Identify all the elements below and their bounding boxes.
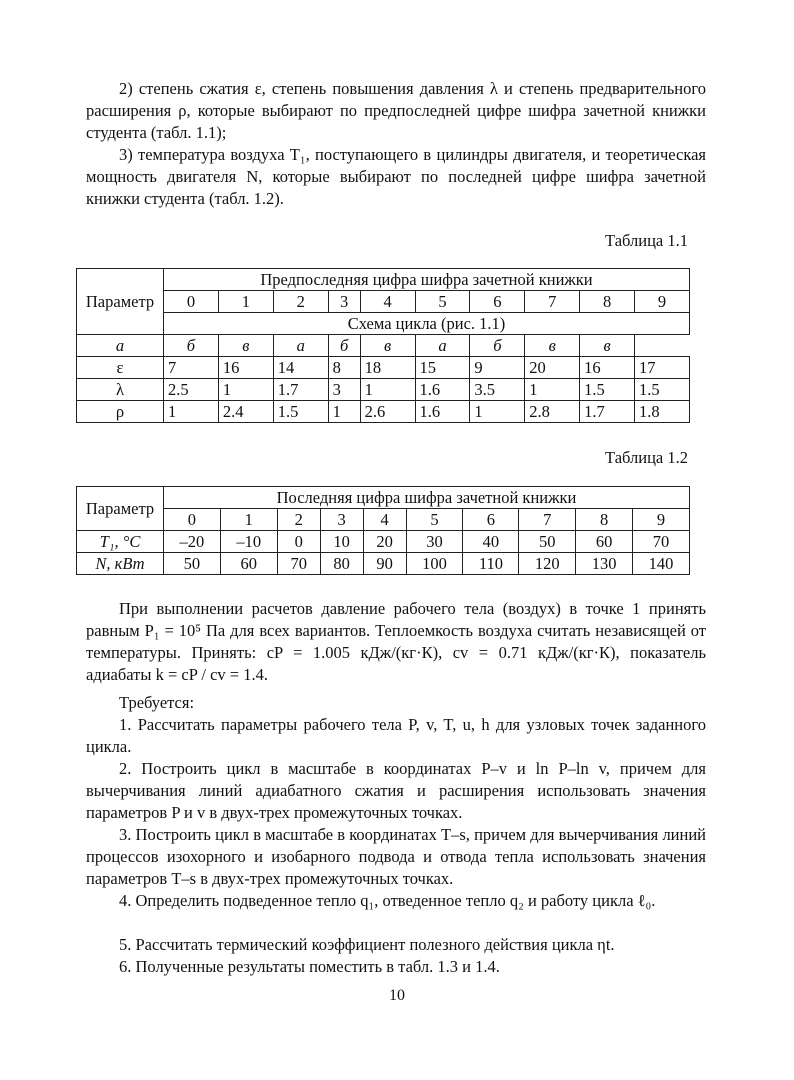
table1-value-cell: 1 <box>218 379 273 401</box>
table2-value-cell: 100 <box>406 553 463 575</box>
table1-value-cell: 1.8 <box>635 401 690 423</box>
table1-digit-cell: 1 <box>218 291 273 313</box>
table1-value-cell: 1 <box>525 379 580 401</box>
table2-digit-cell: 5 <box>406 509 463 531</box>
table-1-2 <box>76 486 690 575</box>
table1-schemes-row <box>77 335 690 357</box>
table2-value-cell: 60 <box>220 553 277 575</box>
table2-digit-cell: 3 <box>320 509 363 531</box>
table1-value-cell: 8 <box>328 357 360 379</box>
table2-value-cell: 60 <box>576 531 633 553</box>
table2-value-cell: 40 <box>463 531 519 553</box>
requirement-5: 5. Рассчитать термический коэффициент полезного действия цикла ηt. <box>119 935 615 954</box>
table2-value-cell: 80 <box>320 553 363 575</box>
table2-digit-cell: 7 <box>519 509 576 531</box>
table1-value-cell: 15 <box>415 357 470 379</box>
table1-param-header: Параметр <box>77 269 164 335</box>
table1-value-cell: 1 <box>470 401 525 423</box>
table1-value-cell: 1.6 <box>415 401 470 423</box>
table2-value-cell: –20 <box>164 531 221 553</box>
table2-row-label: T₁, °C <box>77 531 164 553</box>
table2-value-cell: 90 <box>363 553 406 575</box>
table1-value-cell: 1 <box>164 401 219 423</box>
table1-digit-cell: 8 <box>580 291 635 313</box>
table1-value-cell: 16 <box>218 357 273 379</box>
table1-digit-cell: 3 <box>328 291 360 313</box>
table1-row-label: λ <box>77 379 164 401</box>
table2-value-cell: 70 <box>633 531 690 553</box>
table1-value-cell: 7 <box>164 357 219 379</box>
table1-digit-cell: 5 <box>415 291 470 313</box>
table1-value-cell: 1 <box>360 379 415 401</box>
table2-value-cell: 140 <box>633 553 690 575</box>
table1-value-cell: 2.4 <box>218 401 273 423</box>
table2-value-cell: 10 <box>320 531 363 553</box>
table2-value-cell: 70 <box>277 553 320 575</box>
table1-value-cell: 14 <box>273 357 328 379</box>
table1-digits-row <box>77 291 690 313</box>
table2-param-header: Параметр <box>77 487 164 531</box>
table1-value-cell: 20 <box>525 357 580 379</box>
table1-caption: Таблица 1.1 <box>605 231 688 250</box>
table1-scheme-cell: б <box>164 335 219 357</box>
requirement-6: 6. Полученные результаты поместить в табл. 1.3 и 1.4. <box>119 957 500 976</box>
table2-digits-row <box>77 509 690 531</box>
table1-scheme-cell: б <box>470 335 525 357</box>
table1-scheme-cell: б <box>328 335 360 357</box>
table2-value-cell: 50 <box>164 553 221 575</box>
table2-digit-cell: 4 <box>363 509 406 531</box>
page-number: 10 <box>389 987 405 1004</box>
table1-value-cell: 1 <box>328 401 360 423</box>
table2-digit-cell: 6 <box>463 509 519 531</box>
table1-value-cell: 3 <box>328 379 360 401</box>
table1-scheme-header: Схема цикла (рис. 1.1) <box>164 313 690 335</box>
table1-scheme-cell: в <box>580 335 635 357</box>
table2-value-cell: 120 <box>519 553 576 575</box>
table2-value-cell: 30 <box>406 531 463 553</box>
requirement-2: 2. Построить цикл в масштабе в координатах P–v и ln P–ln v, причем для вычерчивания линий адиабатного сжатия и расширения использовать значения параметров P и v в двух-трех промежуточных точках. <box>86 759 706 822</box>
table1-data-row <box>77 379 690 401</box>
table1-value-cell: 1.6 <box>415 379 470 401</box>
table1-scheme-cell: в <box>525 335 580 357</box>
table2-caption: Таблица 1.2 <box>605 448 688 467</box>
table1-row-label: ε <box>77 357 164 379</box>
requirement-3: 3. Построить цикл в масштабе в координатах T–s, причем для вычерчивания линий процессов изохорного и изобарного подвода и отвода тепла использовать значения параметров T–s в двух-трех промежуточных точках. <box>86 825 706 888</box>
table1-data-row <box>77 357 690 379</box>
table1-value-cell: 3.5 <box>470 379 525 401</box>
table1-value-cell: 1.5 <box>635 379 690 401</box>
intro-item-3: 3) температура воздуха T₁, поступающего в цилиндры двигателя, и теоретическая мощность двигателя N, которые выбирают по последней цифре шифра зачетной книжки студента (табл. 1.2). <box>86 145 706 208</box>
table2-value-cell: 50 <box>519 531 576 553</box>
table1-scheme-cell: в <box>218 335 273 357</box>
table1-value-cell: 1.7 <box>273 379 328 401</box>
table1-value-cell: 2.5 <box>164 379 219 401</box>
table1-digit-cell: 9 <box>635 291 690 313</box>
table1-value-cell: 18 <box>360 357 415 379</box>
table1-value-cell: 17 <box>635 357 690 379</box>
table1-scheme-cell: в <box>360 335 415 357</box>
requirement-4: 4. Определить подведенное тепло q₁, отведенное тепло q₂ и работу цикла ℓ₀. <box>119 891 656 910</box>
table2-digit-cell: 1 <box>220 509 277 531</box>
table1-value-cell: 2.8 <box>525 401 580 423</box>
table2-value-cell: –10 <box>220 531 277 553</box>
body-paragraph-1: При выполнении расчетов давление рабочего тела (воздух) в точке 1 принять равным P₁ = 10⁵ Па для всех вариантов. Теплоемкость воздуха считать независящей от температуры. Принять: cP = 1.005 кДж/(кг·К), cv = 0.71 кДж/(кг·К), показатель адиабаты k = cP / cv = 1.4. <box>86 599 706 684</box>
table1-digit-cell: 4 <box>360 291 415 313</box>
table1-value-cell: 1.5 <box>273 401 328 423</box>
table-1-1 <box>76 268 690 423</box>
table2-row-label: N, кВт <box>77 553 164 575</box>
table1-digit-header: Предпоследняя цифра шифра зачетной книжки <box>164 269 690 291</box>
table2-value-cell: 110 <box>463 553 519 575</box>
table2-value-cell: 20 <box>363 531 406 553</box>
table1-digit-cell: 7 <box>525 291 580 313</box>
table1-scheme-cell: а <box>77 335 164 357</box>
table1-scheme-cell: а <box>415 335 470 357</box>
table1-row-label: ρ <box>77 401 164 423</box>
table2-digit-cell: 8 <box>576 509 633 531</box>
table1-value-cell: 16 <box>580 357 635 379</box>
table1-value-cell: 9 <box>470 357 525 379</box>
table2-data-row <box>77 553 690 575</box>
table2-value-cell: 0 <box>277 531 320 553</box>
table2-value-cell: 130 <box>576 553 633 575</box>
table1-value-cell: 1.5 <box>580 379 635 401</box>
table1-scheme-cell: а <box>273 335 328 357</box>
table2-data-row <box>77 531 690 553</box>
table1-value-cell: 1.7 <box>580 401 635 423</box>
table1-value-cell: 2.6 <box>360 401 415 423</box>
table1-digit-cell: 6 <box>470 291 525 313</box>
table1-data-row <box>77 401 690 423</box>
table1-digit-cell: 2 <box>273 291 328 313</box>
table2-digit-header: Последняя цифра шифра зачетной книжки <box>164 487 690 509</box>
intro-item-2: 2) степень сжатия ε, степень повышения давления λ и степень предварительного расширения ρ, которые выбирают по предпоследней цифре шифра зачетной книжки студента (табл. 1.1); <box>86 79 706 142</box>
table2-digit-cell: 9 <box>633 509 690 531</box>
table1-digit-cell: 0 <box>164 291 219 313</box>
requirements-title: Требуется: <box>119 693 195 712</box>
table2-digit-cell: 0 <box>164 509 221 531</box>
table2-digit-cell: 2 <box>277 509 320 531</box>
requirement-1: 1. Рассчитать параметры рабочего тела P, v, T, u, h для узловых точек заданного цикла. <box>86 715 706 756</box>
